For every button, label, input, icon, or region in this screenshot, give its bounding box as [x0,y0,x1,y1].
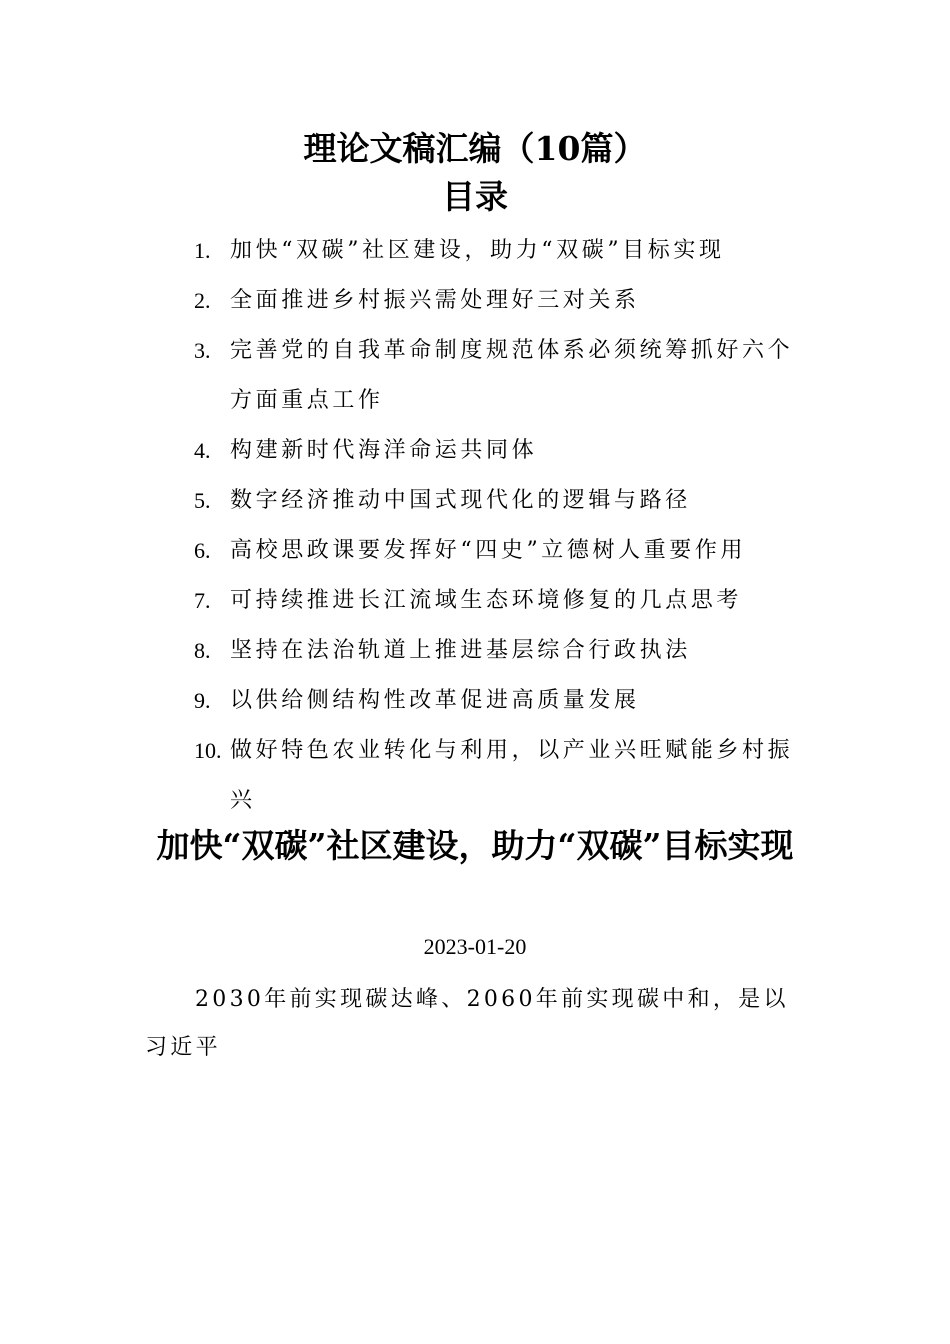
article-title: 加快“双碳”社区建设，助力“双碳”目标实现 [156,826,794,865]
toc-item-text: 以供给侧结构性改革促进高质量发展 [230,688,640,713]
toc-item-text: 做好特色农业转化与利用，以产业兴旺赋能乡村振兴 [230,738,794,813]
toc-item-number: 5. [194,488,211,513]
toc-item-text: 加快“双碳”社区建设，助力“双碳”目标实现 [230,238,725,263]
toc-item[interactable] [190,226,800,276]
toc-item-text: 可持续推进长江流域生态环境修复的几点思考 [230,588,743,613]
toc-item-text: 构建新时代海洋命运共同体 [230,438,538,463]
toc-item-number: 4. [194,438,211,463]
toc-item-text: 坚持在法治轨道上推进基层综合行政执法 [230,638,691,663]
toc-item-number: 6. [194,538,211,563]
toc-item[interactable] [190,676,800,726]
toc-item-number: 8. [194,638,211,663]
toc-item-number: 1. [194,238,211,263]
toc-item-text: 数字经济推动中国式现代化的逻辑与路径 [230,488,691,513]
toc-item-number: 3. [194,338,211,363]
toc-item[interactable] [190,726,800,826]
toc-item[interactable] [190,426,800,476]
article-paragraph: 2030年前实现碳达峰、2060年前实现碳中和，是以习近平 [145,987,789,1060]
article-date: 2023-01-20 [423,934,527,959]
toc-item[interactable] [190,276,800,326]
toc-item[interactable] [190,476,800,526]
table-of-contents [190,226,800,826]
toc-item-text: 全面推进乡村振兴需处理好三对关系 [230,288,640,313]
toc-heading: 目录 [442,177,508,216]
toc-item-text: 完善党的自我革命制度规范体系必须统筹抓好六个方面重点工作 [230,338,794,413]
toc-item[interactable] [190,526,800,576]
toc-item[interactable] [190,326,800,426]
toc-item-number: 9. [194,688,211,713]
toc-item[interactable] [190,576,800,626]
toc-item[interactable] [190,626,800,676]
toc-item-number: 7. [194,588,211,613]
toc-item-number: 10. [194,738,222,763]
toc-item-number: 2. [194,288,211,313]
toc-item-text: 高校思政课要发挥好“四史”立德树人重要作用 [230,538,747,563]
document-title: 理论文稿汇编（10篇） [303,129,647,168]
